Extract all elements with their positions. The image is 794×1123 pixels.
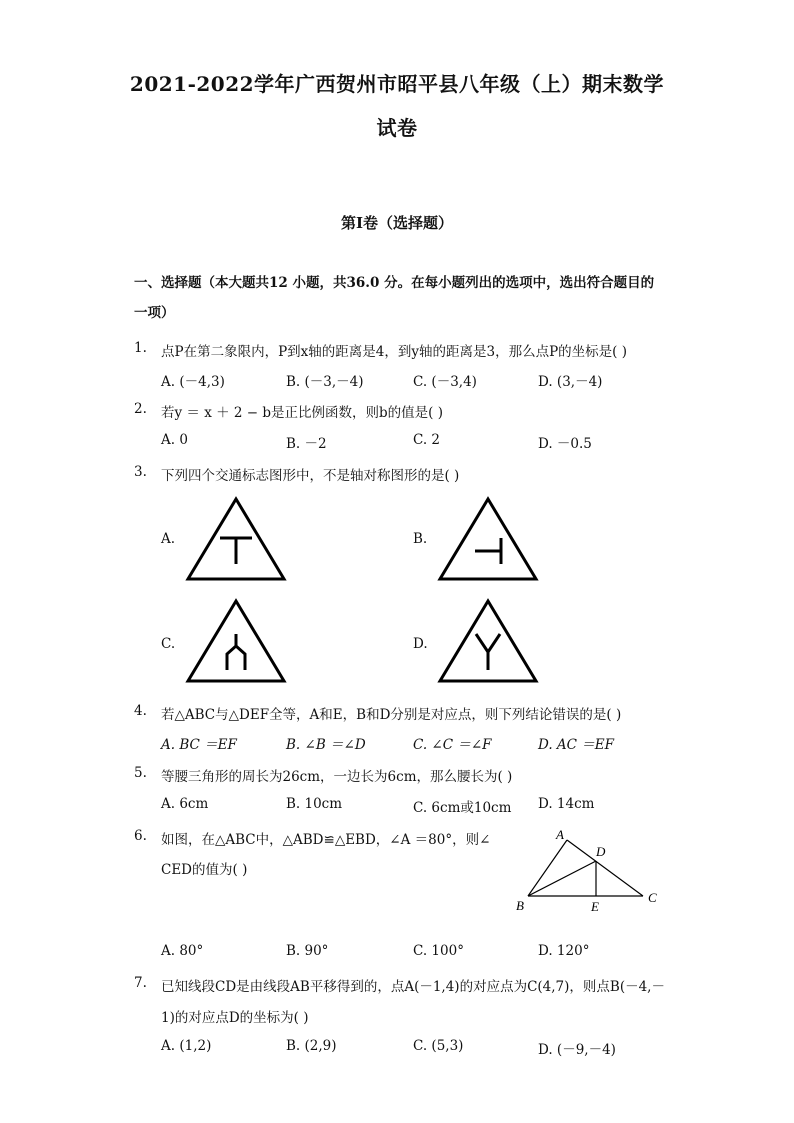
option-d: D. 14cm: [538, 796, 595, 812]
option-b: B. －2: [286, 436, 327, 452]
label-d: D: [596, 844, 606, 859]
traffic-sign-fork-icon: [185, 598, 287, 684]
option-a: A. 6cm: [161, 796, 209, 812]
question-stem: 若△ABC与△DEF全等，A和E，B和D分别是对应点，则下列结论错误的是( ): [161, 707, 622, 723]
question-stem: 下列四个交通标志图形中，不是轴对称图形的是( ): [161, 468, 460, 484]
question-stem: 等腰三角形的周长为26cm，一边长为6cm，那么腰长为( ): [161, 769, 513, 785]
option-d: D. (－9,－4): [538, 1042, 616, 1058]
option-a: A.: [161, 531, 176, 547]
section-heading-line1: 一、选择题（本大题共12 小题，共36.0 分。在每小题列出的选项中，选出符合题目的: [134, 275, 655, 291]
traffic-sign-side-t-icon: [437, 496, 539, 582]
option-c: C. ∠C ＝∠F: [413, 737, 492, 753]
label-c: C: [648, 890, 657, 905]
option-a: A. 0: [161, 432, 188, 448]
option-b: B. 10cm: [286, 796, 343, 812]
question-stem-line2: 1)的对应点D的坐标为( ): [161, 1010, 309, 1026]
option-d: D. AC ＝EF: [538, 737, 615, 753]
label-a: A: [556, 827, 564, 842]
question-stem: 点P在第二象限内，P到x轴的距离是4，到y轴的距离是3，那么点P的坐标是( ): [161, 344, 627, 360]
option-c: C. 2: [413, 432, 441, 448]
question-number: 1.: [134, 340, 147, 356]
triangle-abc-figure: [510, 826, 670, 916]
option-a: A. BC ＝EF: [161, 737, 237, 753]
question-stem-line2: CED的值为( ): [161, 862, 248, 878]
option-c: C.: [161, 636, 176, 652]
option-b: B. 90°: [286, 943, 329, 959]
option-b: B. (2,9): [286, 1038, 337, 1054]
traffic-sign-y-icon: [437, 598, 539, 684]
traffic-sign-t-icon: [185, 496, 287, 582]
question-stem: 若y ＝ x ＋ 2 − b是正比例函数，则b的值是( ): [161, 405, 443, 421]
question-stem-line1: 如图，在△ABC中，△ABD≌△EBD，∠A ＝80°，则∠: [161, 832, 491, 848]
option-b: B. (－3,－4): [286, 374, 364, 390]
option-d: D. (3,－4): [538, 374, 603, 390]
question-stem-line1: 已知线段CD是由线段AB平移得到的，点A(－1,4)的对应点为C(4,7)，则点B(－4,－: [161, 979, 665, 995]
question-number: 6.: [134, 828, 147, 844]
option-d: D. 120°: [538, 943, 590, 959]
option-c: C. (－3,4): [413, 374, 477, 390]
option-a: A. (－4,3): [161, 374, 225, 390]
option-c: C. 6cm或10cm: [413, 800, 512, 816]
exam-title-line2: 试卷: [376, 116, 418, 140]
option-b: B. ∠B ＝∠D: [286, 737, 366, 753]
section-heading-line2: 一项）: [134, 305, 175, 321]
label-b: B: [516, 898, 524, 913]
question-number: 3.: [134, 464, 147, 480]
option-c: C. 100°: [413, 943, 464, 959]
exam-title-line1: 2021-2022学年广西贺州市昭平县八年级（上）期末数学: [129, 72, 665, 96]
option-d: D.: [413, 636, 428, 652]
question-number: 7.: [134, 975, 147, 991]
question-number: 5.: [134, 765, 147, 781]
label-e: E: [591, 899, 599, 914]
option-a: A. (1,2): [161, 1038, 212, 1054]
volume-heading: 第I卷（选择题）: [340, 214, 454, 232]
question-number: 2.: [134, 401, 147, 417]
option-b: B.: [413, 531, 428, 547]
question-number: 4.: [134, 703, 147, 719]
option-d: D. －0.5: [538, 436, 592, 452]
option-a: A. 80°: [161, 943, 204, 959]
option-c: C. (5,3): [413, 1038, 464, 1054]
